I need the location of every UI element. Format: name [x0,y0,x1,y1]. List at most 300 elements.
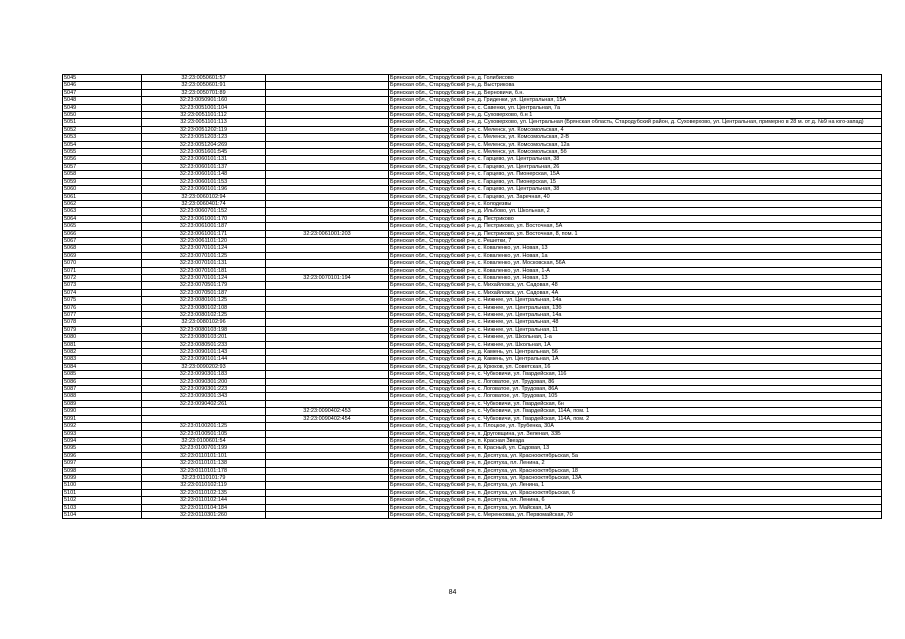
related-cadastral-number-cell [266,200,389,207]
row-number-cell: 5095 [63,445,142,452]
address-cell: Брянская обл., Стародубский р-н, д. Пестриково, ул. Восточная, 5А [389,223,882,230]
table-row [63,274,882,281]
related-cadastral-number-cell [266,371,389,378]
table-row [63,289,882,296]
table-row [63,208,882,215]
table-row [63,408,882,415]
cadastral-number-cell: 32:23:0090301:223 [142,386,266,393]
cadastral-number-cell: 32:23:0050701:89 [142,89,266,96]
table-row [63,104,882,111]
table-row [63,423,882,430]
related-cadastral-number-cell [266,186,389,193]
related-cadastral-number-cell [266,341,389,348]
row-number-cell: 5052 [63,126,142,133]
table-row [63,260,882,267]
related-cadastral-number-cell [266,452,389,459]
address-cell: Брянская обл., Стародубский р-н, д. Берновичи, б.н. [389,89,882,96]
cadastral-number-cell: 32:23:0080102:108 [142,304,266,311]
related-cadastral-number-cell [266,430,389,437]
row-number-cell: 5099 [63,474,142,481]
address-cell: Брянская обл., Стародубский р-н, д. Ильбово, ул. Школьная, 2 [389,208,882,215]
table-row [63,415,882,422]
cadastral-number-cell: 32:23:0070101:125 [142,252,266,259]
related-cadastral-number-cell [266,149,389,156]
table-row [63,378,882,385]
cadastral-number-cell: 32:23:0110101:79 [142,474,266,481]
table-row [63,504,882,511]
address-cell: Брянская обл., Стародубский р-н, с. Коваленко, ул. Новая, 13 [389,245,882,252]
related-cadastral-number-cell: 32:23:0061001:203 [266,230,389,237]
address-cell: Брянская обл., Стародубский р-н, с. Михайловск, ул. Садовая, 48 [389,282,882,289]
related-cadastral-number-cell [266,223,389,230]
row-number-cell: 5051 [63,119,142,126]
table-row [63,460,882,467]
table-row [63,89,882,96]
address-cell: Брянская обл., Стародубский р-н, с. Нижнее, ул. Центральная, 48 [389,319,882,326]
cadastral-number-cell: 32:23:0070101:181 [142,267,266,274]
address-cell: Брянская обл., Стародубский р-н, с. Чубковичи, ул. Гвардейская, 114А, пом. 1 [389,408,882,415]
address-cell: Брянская обл., Стародубский р-н, д. Суховерхово, ул. Центральная (Брянская область, Стародубский район, д. Суховерхово, ул. Центральная, примерно в 28 м. от д. №9 на юго-запад) [389,119,882,126]
table-row [63,112,882,119]
related-cadastral-number-cell [266,378,389,385]
table-row [63,467,882,474]
table-row [63,237,882,244]
row-number-cell: 5086 [63,378,142,385]
cadastral-number-cell: 32:23:0080103:201 [142,334,266,341]
table-row [63,245,882,252]
cadastral-number-cell: 32:23:0080102:96 [142,319,266,326]
table-row [63,297,882,304]
address-cell: Брянская обл., Стародубский р-н, с. Меленск, ул. Комсомольская, 5б [389,149,882,156]
table-row [63,511,882,518]
row-number-cell: 5091 [63,415,142,422]
cadastral-number-cell: 32:23:0100701:199 [142,445,266,452]
address-cell: Брянская обл., Стародубский р-н, с. Меленск, ул. Комсомольская, 2-В [389,134,882,141]
cadastral-number-cell: 32:23:0090301:343 [142,393,266,400]
table-row [63,341,882,348]
related-cadastral-number-cell [266,393,389,400]
address-cell: Брянская обл., Стародубский р-н, с. Меленск, ул. Комсомольская, 4 [389,126,882,133]
related-cadastral-number-cell [266,260,389,267]
cadastral-number-cell: 32:23:0070101:131 [142,260,266,267]
related-cadastral-number-cell [266,356,389,363]
address-cell: Брянская обл., Стародубский р-н, с. Нижнее, ул. Центральная, 14а [389,297,882,304]
related-cadastral-number-cell [266,474,389,481]
address-cell: Брянская обл., Стародубский р-н, с. Меленск, ул. Комсомольская, 12а [389,141,882,148]
row-number-cell: 5069 [63,252,142,259]
row-number-cell: 5050 [63,112,142,119]
related-cadastral-number-cell [266,489,389,496]
related-cadastral-number-cell [266,349,389,356]
row-number-cell: 5067 [63,237,142,244]
address-cell: Брянская обл., Стародубский р-н, с. Гарцево, ул. Пионерская, 15А [389,171,882,178]
table-row [63,430,882,437]
cadastral-number-cell: 32:23:0090202:93 [142,363,266,370]
row-number-cell: 5057 [63,163,142,170]
table-row [63,126,882,133]
row-number-cell: 5065 [63,223,142,230]
table-row [63,386,882,393]
cadastral-number-cell: 32:23:0080102:125 [142,312,266,319]
related-cadastral-number-cell [266,304,389,311]
related-cadastral-number-cell [266,208,389,215]
table-row [63,156,882,163]
table-row [63,149,882,156]
table-row [63,82,882,89]
cadastral-number-cell: 32:23:0110104:184 [142,504,266,511]
table-row [63,445,882,452]
row-number-cell: 5080 [63,334,142,341]
address-cell: Брянская обл., Стародубский р-н, п. Десятуха, ул. Краснооктябрьская, 13А [389,474,882,481]
cadastral-number-cell: 32:23:0070101:124 [142,274,266,281]
cadastral-number-cell: 32:23:0051203:123 [142,134,266,141]
row-number-cell: 5073 [63,282,142,289]
address-cell: Брянская обл., Стародубский р-н, д. Суховерхово, б.н 1 [389,112,882,119]
cadastral-number-cell: 32:23:0060701:152 [142,208,266,215]
cadastral-number-cell: 32:23:0090101:143 [142,349,266,356]
address-cell: Брянская обл., Стародубский р-н, д. Гриденки, ул. Центральная, 15А [389,97,882,104]
related-cadastral-number-cell [266,119,389,126]
address-cell: Брянская обл., Стародубский р-н, д. Камень, ул. Центральная, 56 [389,349,882,356]
cadastral-number-cell: 32:23:0070101:124 [142,245,266,252]
cadastral-number-cell: 32:23:0060102:94 [142,193,266,200]
table-row [63,178,882,185]
row-number-cell: 5089 [63,400,142,407]
related-cadastral-number-cell [266,400,389,407]
cadastral-number-cell: 32:23:0070501:187 [142,289,266,296]
related-cadastral-number-cell [266,112,389,119]
registry-table [62,74,882,519]
related-cadastral-number-cell [266,75,389,82]
cadastral-number-cell: 32:23:0110301:260 [142,511,266,518]
address-cell: Брянская обл., Стародубский р-н, с. Гарцево, ул. Центральная, 38 [389,186,882,193]
related-cadastral-number-cell [266,386,389,393]
address-cell: Брянская обл., Стародубский р-н, с. Нижнее, ул. Школьная, 1-а [389,334,882,341]
cadastral-number-cell: 32:23:0061001:170 [142,215,266,222]
address-cell: Брянская обл., Стародубский р-н, х. Друговщина, ул. Зеленая, 33Б [389,430,882,437]
table-row [63,489,882,496]
related-cadastral-number-cell [266,504,389,511]
related-cadastral-number-cell [266,445,389,452]
row-number-cell: 5098 [63,467,142,474]
address-cell: Брянская обл., Стародубский р-н, п. Десятуха, ул. Ленина, 1 [389,482,882,489]
row-number-cell: 5068 [63,245,142,252]
related-cadastral-number-cell [266,89,389,96]
related-cadastral-number-cell [266,482,389,489]
table-row [63,252,882,259]
address-cell: Брянская обл., Стародубский р-н, с. Логоватое, ул. Трудовая, 86А [389,386,882,393]
related-cadastral-number-cell: 32:23:0070101:194 [266,274,389,281]
row-number-cell: 5076 [63,304,142,311]
address-cell: Брянская обл., Стародубский р-н, д. Пестриково, ул. Восточная, 8, пом. 1 [389,230,882,237]
related-cadastral-number-cell [266,237,389,244]
registry-table-body [63,75,882,519]
related-cadastral-number-cell [266,163,389,170]
table-row [63,497,882,504]
row-number-cell: 5081 [63,341,142,348]
cadastral-number-cell: 32:23:0070501:179 [142,282,266,289]
row-number-cell: 5093 [63,430,142,437]
table-row [63,371,882,378]
table-row [63,267,882,274]
row-number-cell: 5046 [63,82,142,89]
table-row [63,319,882,326]
table-row [63,75,882,82]
address-cell: Брянская обл., Стародубский р-н, с. Гарцево, ул. Центральная, 38 [389,156,882,163]
table-row [63,119,882,126]
cadastral-number-cell: 32:23:0061101:120 [142,237,266,244]
row-number-cell: 5059 [63,178,142,185]
table-row [63,393,882,400]
cadastral-number-cell: 32:23:0090101:144 [142,356,266,363]
related-cadastral-number-cell [266,156,389,163]
row-number-cell: 5087 [63,386,142,393]
row-number-cell: 5104 [63,511,142,518]
row-number-cell: 5092 [63,423,142,430]
row-number-cell: 5060 [63,186,142,193]
row-number-cell: 5084 [63,363,142,370]
table-row [63,400,882,407]
row-number-cell: 5102 [63,497,142,504]
cadastral-number-cell: 32:23:0110101:178 [142,467,266,474]
row-number-cell: 5082 [63,349,142,356]
row-number-cell: 5085 [63,371,142,378]
table-row [63,223,882,230]
cadastral-number-cell: 32:23:0051101:113 [142,119,266,126]
cadastral-number-cell: 32:23:0061001:171 [142,230,266,237]
cadastral-number-cell: 32:23:0100501:105 [142,430,266,437]
cadastral-number-cell: 32:23:0050601:91 [142,82,266,89]
address-cell: Брянская обл., Стародубский р-н, с. Чубковичи, ул. Гвардейская, 116 [389,371,882,378]
related-cadastral-number-cell [266,134,389,141]
row-number-cell: 5066 [63,230,142,237]
cadastral-number-cell: 32:23:0050601:57 [142,75,266,82]
cadastral-number-cell: 32:23:0110101:101 [142,452,266,459]
address-cell: Брянская обл., Стародубский р-н, с. Логоватое, ул. Трудовая, 86 [389,378,882,385]
address-cell: Брянская обл., Стародубский р-н, с. Гарцево, ул. Пионерская, 15 [389,178,882,185]
address-cell: Брянская обл., Стародубский р-н, д. Голибисово [389,75,882,82]
cadastral-number-cell: 32:23:0090402:261 [142,400,266,407]
address-cell: Брянская обл., Стародубский р-н, с. Чубковичи, ул. Гвардейская, 6н [389,400,882,407]
address-cell: Брянская обл., Стародубский р-н, с. Нижнее, ул. Центральная, 11 [389,326,882,333]
row-number-cell: 5083 [63,356,142,363]
row-number-cell: 5045 [63,75,142,82]
related-cadastral-number-cell [266,423,389,430]
cadastral-number-cell: 32:23:0110102:119 [142,482,266,489]
table-row [63,334,882,341]
related-cadastral-number-cell [266,178,389,185]
related-cadastral-number-cell [266,267,389,274]
related-cadastral-number-cell [266,460,389,467]
table-row [63,171,882,178]
table-row [63,363,882,370]
table-row [63,326,882,333]
related-cadastral-number-cell [266,497,389,504]
row-number-cell: 5070 [63,260,142,267]
address-cell: Брянская обл., Стародубский р-н, п. Десятуха, ул. Майская, 1А [389,504,882,511]
cadastral-number-cell: 32:23:0060101:137 [142,163,266,170]
row-number-cell: 5063 [63,208,142,215]
related-cadastral-number-cell [266,467,389,474]
table-row [63,141,882,148]
cadastral-number-cell: 32:23:0051601:545 [142,149,266,156]
cadastral-number-cell: 32:23:0110102:135 [142,489,266,496]
table-row [63,134,882,141]
row-number-cell: 5062 [63,200,142,207]
address-cell: Брянская обл., Стародубский р-н, п. Десятуха, пл. Ленина, 6 [389,497,882,504]
row-number-cell: 5049 [63,104,142,111]
row-number-cell: 5072 [63,274,142,281]
row-number-cell: 5061 [63,193,142,200]
row-number-cell: 5103 [63,504,142,511]
address-cell: Брянская обл., Стародубский р-н, с. Гарцево, ул. Заречная, 40 [389,193,882,200]
table-row [63,200,882,207]
table-row [63,474,882,481]
address-cell: Брянская обл., Стародубский р-н, д. Камень, ул. Центральная, 1А [389,356,882,363]
related-cadastral-number-cell: 32:23:0090402:454 [266,415,389,422]
address-cell: Брянская обл., Стародубский р-н, с. Нижнее, ул. Школьная, 1А [389,341,882,348]
row-number-cell: 5048 [63,97,142,104]
row-number-cell: 5090 [63,408,142,415]
address-cell: Брянская обл., Стародубский р-н, п. Красный, ул. Садовая, 13 [389,445,882,452]
cadastral-number-cell: 32:23:0060401:74 [142,200,266,207]
row-number-cell: 5079 [63,326,142,333]
row-number-cell: 5058 [63,171,142,178]
row-number-cell: 5071 [63,267,142,274]
row-number-cell: 5054 [63,141,142,148]
address-cell: Брянская обл., Стародубский р-н, с. Логоватое, ул. Трудовая, 105 [389,393,882,400]
row-number-cell: 5074 [63,289,142,296]
cadastral-number-cell: 32:23:0110101:138 [142,460,266,467]
related-cadastral-number-cell [266,126,389,133]
address-cell: Брянская обл., Стародубский р-н, с. Михайловск, ул. Садовая, 4А [389,289,882,296]
table-row [63,482,882,489]
address-cell: Брянская обл., Стародубский р-н, п. Красная Звезда [389,437,882,444]
row-number-cell: 5064 [63,215,142,222]
table-row [63,304,882,311]
related-cadastral-number-cell [266,289,389,296]
row-number-cell: 5096 [63,452,142,459]
row-number-cell: 5077 [63,312,142,319]
cadastral-number-cell: 32:23:0080103:198 [142,326,266,333]
cadastral-number-cell: 32:23:0080501:233 [142,341,266,348]
cadastral-number-cell: 32:23:0090301:200 [142,378,266,385]
table-row [63,97,882,104]
related-cadastral-number-cell [266,363,389,370]
row-number-cell: 5047 [63,89,142,96]
cadastral-number-cell [142,408,266,415]
table-row [63,452,882,459]
table-row [63,215,882,222]
row-number-cell: 5075 [63,297,142,304]
cadastral-number-cell: 32:23:0060101:148 [142,171,266,178]
row-number-cell: 5055 [63,149,142,156]
cadastral-number-cell: 32:23:0100601:54 [142,437,266,444]
row-number-cell: 5094 [63,437,142,444]
address-cell: Брянская обл., Стародубский р-н, п. Десятуха, ул. Краснооктябрьская, 5а [389,452,882,459]
address-cell: Брянская обл., Стародубский р-н, с. Гарцево, ул. Центральная, 26 [389,163,882,170]
row-number-cell: 5056 [63,156,142,163]
address-cell: Брянская обл., Стародубский р-н, х. Плоцкое, ул. Трубенка, 30А [389,423,882,430]
related-cadastral-number-cell [266,252,389,259]
cadastral-number-cell: 32:23:0061001:187 [142,223,266,230]
related-cadastral-number-cell [266,141,389,148]
table-row [63,349,882,356]
related-cadastral-number-cell [266,193,389,200]
related-cadastral-number-cell [266,319,389,326]
table-row [63,312,882,319]
related-cadastral-number-cell [266,104,389,111]
cadastral-number-cell: 32:23:0051202:119 [142,126,266,133]
table-row [63,230,882,237]
address-cell: Брянская обл., Стародубский р-н, с. Коваленко, ул. Новая, 13 [389,274,882,281]
table-row [63,186,882,193]
related-cadastral-number-cell [266,297,389,304]
cadastral-number-cell: 32:23:0051101:112 [142,112,266,119]
related-cadastral-number-cell [266,437,389,444]
address-cell: Брянская обл., Стародубский р-н, д. Крюков, ул. Советская, 16 [389,363,882,370]
address-cell: Брянская обл., Стародубский р-н, с. Решетки, 7 [389,237,882,244]
related-cadastral-number-cell [266,511,389,518]
row-number-cell: 5101 [63,489,142,496]
address-cell: Брянская обл., Стародубский р-н, с. Коваленко, ул. Новая, 1-А [389,267,882,274]
row-number-cell: 5078 [63,319,142,326]
address-cell: Брянская обл., Стародубский р-н, с. Нижнее, ул. Центральная, 13б [389,304,882,311]
row-number-cell: 5053 [63,134,142,141]
address-cell: Брянская обл., Стародубский р-н, д. Выстрикова [389,82,882,89]
row-number-cell: 5097 [63,460,142,467]
cadastral-number-cell: 32:23:0060101:196 [142,186,266,193]
related-cadastral-number-cell [266,171,389,178]
address-cell: Брянская обл., Стародубский р-н, с. Чубковичи, ул. Гвардейская, 114А, пом. 2 [389,415,882,422]
table-row [63,282,882,289]
table-row [63,193,882,200]
related-cadastral-number-cell [266,215,389,222]
cadastral-number-cell: 32:23:0050901:160 [142,97,266,104]
address-cell: Брянская обл., Стародубский р-н, п. Десятуха, ул. Краснооктябрьская, 6 [389,489,882,496]
row-number-cell: 5088 [63,393,142,400]
cadastral-number-cell: 32:23:0060101:153 [142,178,266,185]
related-cadastral-number-cell [266,326,389,333]
cadastral-number-cell [142,415,266,422]
table-row [63,356,882,363]
address-cell: Брянская обл., Стародубский р-н, с. Коваленко, ул. Новая, 1а [389,252,882,259]
related-cadastral-number-cell [266,282,389,289]
related-cadastral-number-cell [266,97,389,104]
cadastral-number-cell: 32:23:0110102:144 [142,497,266,504]
page-number: 84 [448,589,457,596]
table-row [63,437,882,444]
address-cell: Брянская обл., Стародубский р-н, с. Нижнее, ул. Центральная, 14а [389,312,882,319]
address-cell: Брянская обл., Стародубский р-н, с. Меренковка, ул. Первомайская, 70 [389,511,882,518]
table-row [63,163,882,170]
address-cell: Брянская обл., Стародубский р-н, п. Десятуха, ул. Краснооктябрьская, 18 [389,467,882,474]
address-cell: Брянская обл., Стародубский р-н, с. Савенки, ул. Центральная, 7а [389,104,882,111]
cadastral-number-cell: 32:23:0100201:125 [142,423,266,430]
address-cell: Брянская обл., Стародубский р-н, п. Десятуха, пл. Ленина, 2 [389,460,882,467]
related-cadastral-number-cell: 32:23:0090402:453 [266,408,389,415]
cadastral-number-cell: 32:23:0090301:183 [142,371,266,378]
related-cadastral-number-cell [266,312,389,319]
cadastral-number-cell: 32:23:0060101:131 [142,156,266,163]
address-cell: Брянская обл., Стародубский р-н, с. Колодезвы [389,200,882,207]
row-number-cell: 5100 [63,482,142,489]
cadastral-number-cell: 32:23:0080101:125 [142,297,266,304]
address-cell: Брянская обл., Стародубский р-н, с. Коваленко, ул. Московская, 56А [389,260,882,267]
related-cadastral-number-cell [266,334,389,341]
cadastral-number-cell: 32:23:0051001:104 [142,104,266,111]
related-cadastral-number-cell [266,82,389,89]
